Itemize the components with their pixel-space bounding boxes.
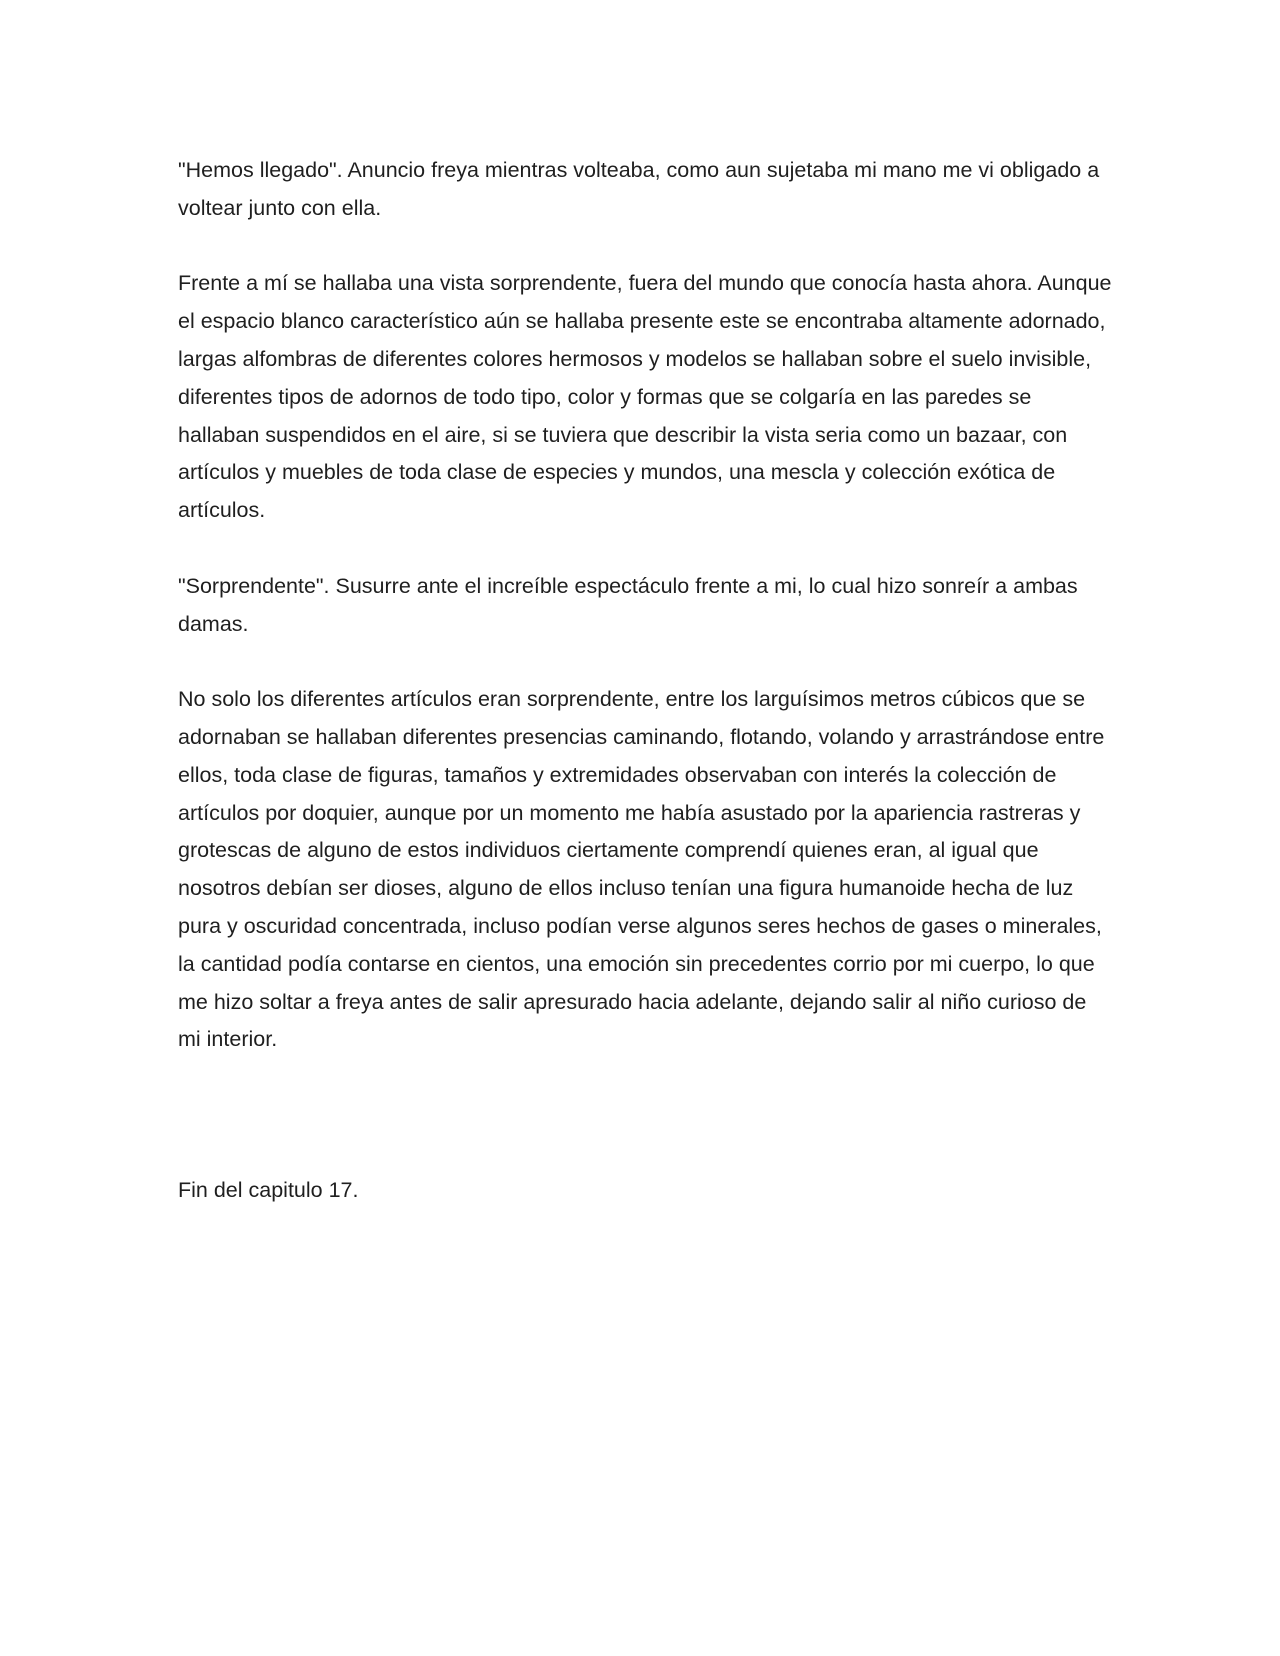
paragraph-1: "Hemos llegado". Anuncio freya mientras volteaba, como aun sujetaba mi mano me vi obligado a voltear junto con ella. xyxy=(178,158,1100,220)
paragraph-4: No solo los diferentes artículos eran sorprendente, entre los larguísimos metros cúbicos que se adornaban se hallaban diferentes presencias caminando, flotando, volando y arrastrándose entre ellos, toda clase de figuras, tamaños y extremidades observaban con interés la colección de artículos por doquier, aunque por un momento me había asustado por la apariencia rastreras y grotescas de alguno de estos individuos ciertamente comprendí quienes eran, al igual que nosotros debían ser dioses, alguno de ellos incluso tenían una figura humanoide hecha de luz pura y oscuridad concentrada, incluso podían verse algunos seres hechos de gases o minerales, la cantidad podía contarse en cientos, una emoción sin precedentes corrio por mi cuerpo, lo que me hizo soltar a freya antes de salir apresurado hacia adelante, dejando salir al niño curioso de mi interior. xyxy=(178,687,1105,1052)
document-body xyxy=(178,152,1113,1248)
paragraph-2: Frente a mí se hallaba una vista sorprendente, fuera del mundo que conocía hasta ahora. Aunque el espacio blanco característico aún se hallaba presente este se encontraba altamente adornado, largas alfombras de diferentes colores hermosos y modelos se hallaban sobre el suelo invisible, diferentes tipos de adornos de todo tipo, color y formas que se colgaría en las paredes se hallaban suspendidos en el aire, si se tuviera que describir la vista seria como un bazaar, con artículos y muebles de toda clase de especies y mundos, una mescla y colección exótica de artículos. xyxy=(178,271,1112,523)
chapter-end-note: Fin del capitulo 17. xyxy=(178,1178,359,1203)
paragraph-3: "Sorprendente". Susurre ante el increíble espectáculo frente a mi, lo cual hizo sonreír a ambas damas. xyxy=(178,573,1078,636)
